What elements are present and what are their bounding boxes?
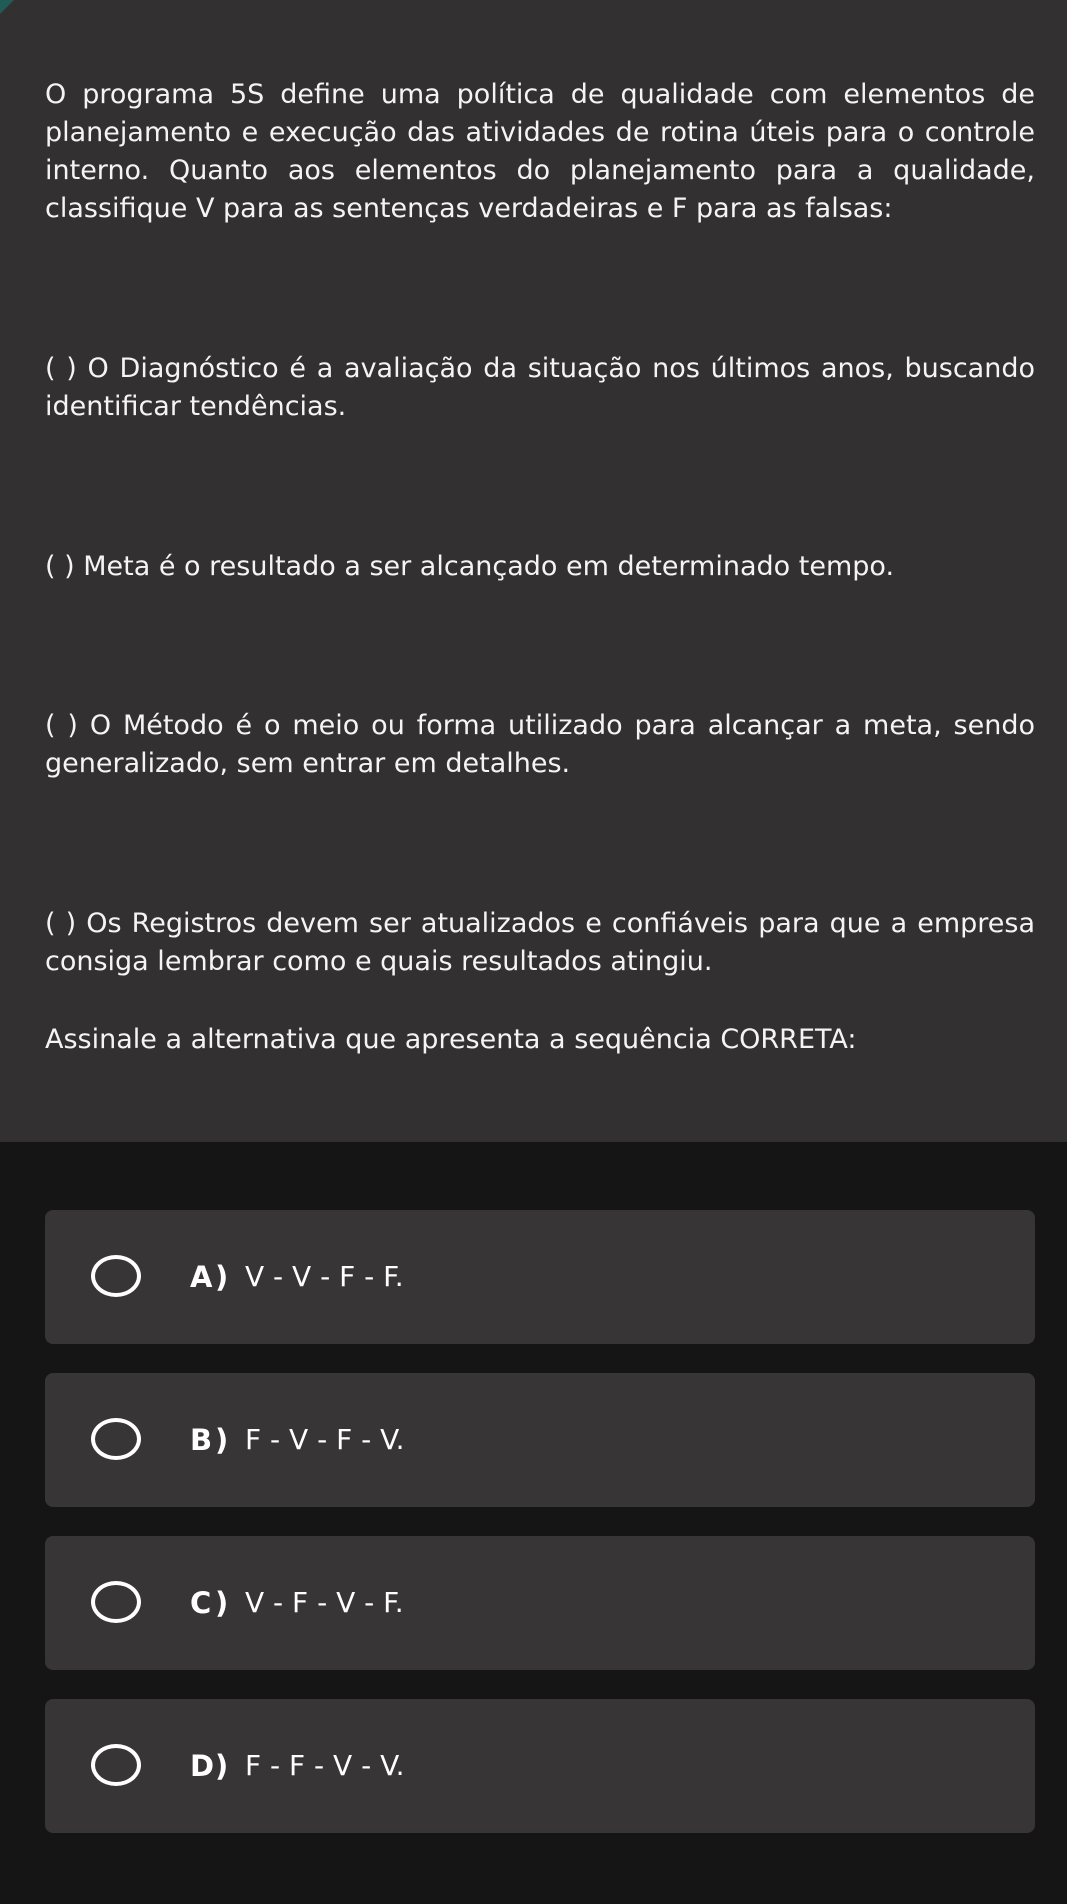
radio-unselected-icon[interactable] bbox=[91, 1581, 141, 1623]
statement-4: ( ) Os Registros devem ser atualizados e confiáveis para que a empresa consiga lembrar como e quais resultados atingiu. bbox=[45, 908, 1035, 977]
option-text: V - F - V - F. bbox=[245, 1586, 404, 1619]
option-b[interactable] bbox=[45, 1373, 1035, 1507]
statement-2: ( ) Meta é o resultado a ser alcançado em determinado tempo. bbox=[45, 551, 895, 582]
option-paren: ) bbox=[215, 1423, 229, 1457]
option-paren: ) bbox=[215, 1260, 229, 1294]
option-text: F - V - F - V. bbox=[245, 1423, 405, 1456]
radio-unselected-icon[interactable] bbox=[91, 1255, 141, 1297]
option-text: V - V - F - F. bbox=[245, 1260, 404, 1293]
radio-unselected-icon[interactable] bbox=[91, 1418, 141, 1460]
option-letter: D bbox=[190, 1749, 215, 1783]
options-list bbox=[0, 1142, 1067, 1904]
option-letter: C bbox=[190, 1586, 212, 1620]
option-paren: ) bbox=[215, 1749, 229, 1783]
option-paren: ) bbox=[215, 1586, 229, 1620]
option-a[interactable] bbox=[45, 1210, 1035, 1344]
option-text: F - F - V - V. bbox=[245, 1749, 405, 1782]
radio-unselected-icon[interactable] bbox=[91, 1744, 141, 1786]
option-letter: B bbox=[190, 1423, 213, 1457]
option-letter: A bbox=[190, 1260, 213, 1294]
question-intro: O programa 5S define uma política de qualidade com elementos de planejamento e execução das atividades de rotina úteis para o controle interno. Quanto aos elementos do planejamento para a qualidade, classifique V para as sentenças verdadeiras e F para as falsas: bbox=[45, 79, 1035, 224]
corner-accent bbox=[0, 0, 14, 14]
question-prompt: Assinale a alternativa que apresenta a sequência CORRETA: bbox=[45, 1024, 857, 1055]
option-c[interactable] bbox=[45, 1536, 1035, 1670]
statement-1: ( ) O Diagnóstico é a avaliação da situação nos últimos anos, buscando identificar tendências. bbox=[45, 353, 1035, 422]
statement-3: ( ) O Método é o meio ou forma utilizado para alcançar a meta, sendo generalizado, sem entrar em detalhes. bbox=[45, 710, 1035, 779]
option-d[interactable] bbox=[45, 1699, 1035, 1833]
